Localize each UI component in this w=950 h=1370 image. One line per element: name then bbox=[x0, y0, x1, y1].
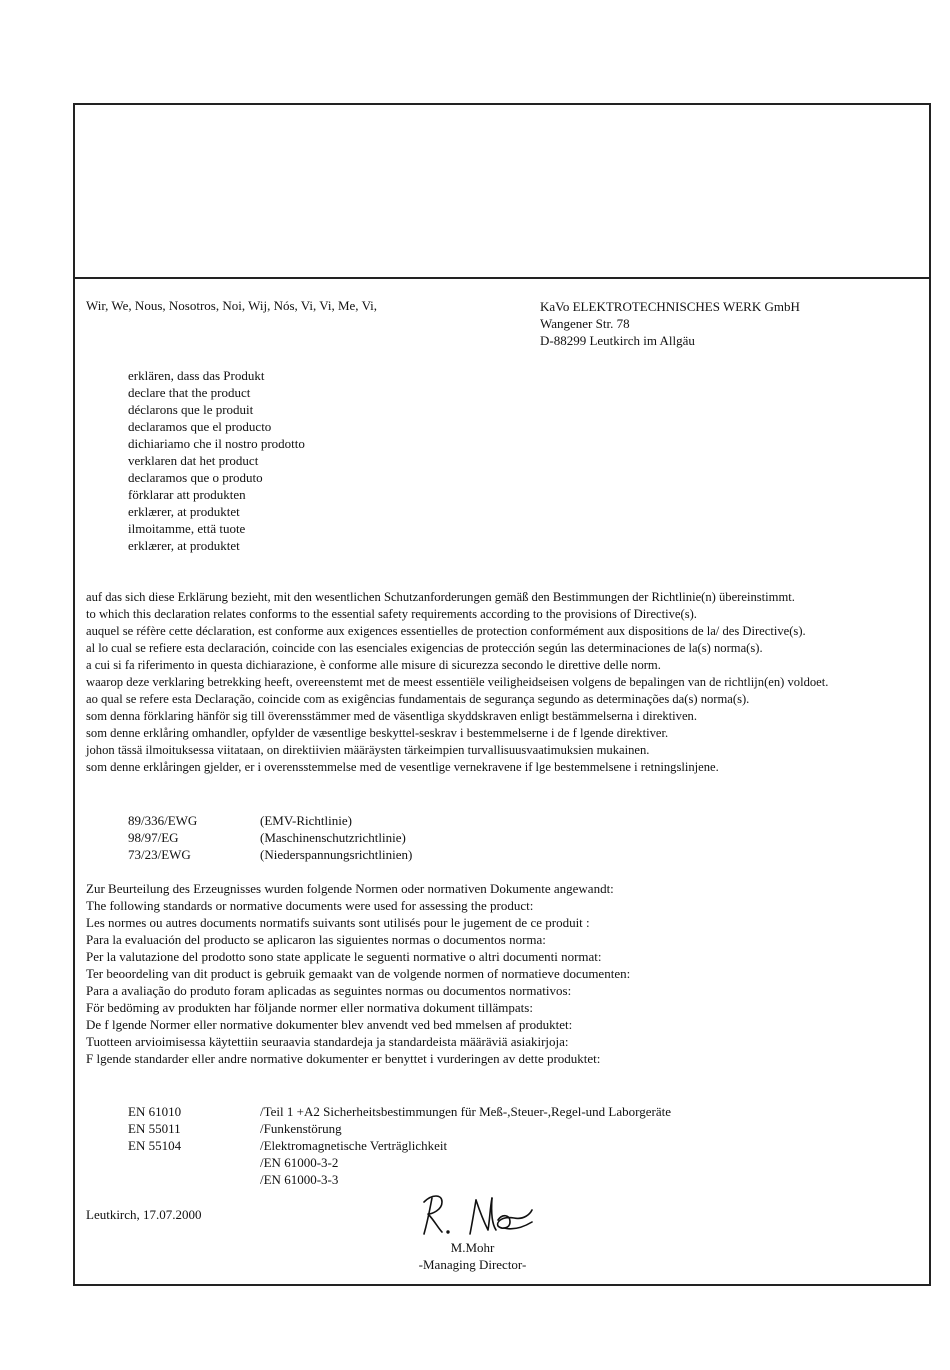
standards-intro bbox=[86, 880, 630, 1067]
standard-code bbox=[128, 1171, 181, 1188]
company-city: D-88299 Leutkirch im Allgäu bbox=[540, 333, 695, 348]
declare-product-list bbox=[128, 367, 305, 554]
standards-list bbox=[128, 1103, 748, 1189]
place-date: Leutkirch, 17.07.2000 bbox=[86, 1207, 202, 1222]
conformity-statements bbox=[86, 589, 828, 776]
declare-product-line: declaramos que o produto bbox=[128, 470, 263, 485]
declare-product-line: verklaren dat het product bbox=[128, 453, 259, 468]
standards-intro-line: De f lgende Normer eller normative dokumenter blev anvendt ved bed mmelsen af produktet: bbox=[86, 1017, 573, 1032]
conformity-line: to which this declaration relates conforms to the essential safety requirements according to the provisions of Directive(s). bbox=[86, 607, 697, 621]
declare-product-line: förklarar att produkten bbox=[128, 487, 246, 502]
directive-name: (Maschinenschutzrichtlinie) bbox=[260, 830, 406, 845]
declare-product-line: dichiariamo che il nostro prodotto bbox=[128, 436, 305, 451]
declare-product-line: declare that the product bbox=[128, 385, 251, 400]
conformity-line: som denne erklåringen gjelder, er i overensstemmelse med de vesentlige vernekravene if lge bestemmelsene i retningslinjene. bbox=[86, 760, 719, 774]
directive-name: (EMV-Richtlinie) bbox=[260, 813, 352, 828]
standards-intro-line: För bedöming av produkten har följande normer eller normativa dokument tillämpats: bbox=[86, 1000, 533, 1015]
standard-desc: /Funkenstörung bbox=[260, 1121, 342, 1136]
declare-product-line: declaramos que el producto bbox=[128, 419, 272, 434]
standards-intro-line: Ter beoordeling van dit product is gebruik gemaakt van de volgende normen of normatieve documenten: bbox=[86, 966, 631, 981]
declare-product-line: déclarons que le produit bbox=[128, 402, 254, 417]
directives-list bbox=[128, 812, 528, 866]
standards-intro-line: F lgende standarder eller andre normative dokumenter er benyttet i vurderingen av dette produktet: bbox=[86, 1051, 601, 1066]
declare-product-line: erklären, dass das Produkt bbox=[128, 368, 265, 383]
directive-code: 73/23/EWG bbox=[128, 847, 191, 862]
standard-desc: /EN 61000-3-3 bbox=[260, 1172, 339, 1187]
declarants-line: Wir, We, Nous, Nosotros, Noi, Wij, Nós, Vi, Vi, Me, Vi, bbox=[86, 298, 378, 313]
conformity-line: auf das sich diese Erklärung bezieht, mit den wesentlichen Schutzanforderungen gemäß den Bestimmungen der Richtlinie(n) übereinstimmt. bbox=[86, 590, 795, 604]
conformity-line: johon tässä ilmoituksessa viitataan, on direktiivien määräysten tärkeimpien turvallisuusvaatimuksien mukainen. bbox=[86, 743, 650, 757]
standards-intro-line: Para la evaluación del producto se aplicaron las siguientes normas o documentos norma: bbox=[86, 932, 546, 947]
conformity-line: auquel se réfère cette déclaration, est conforme aux exigences essentielles de protection conformément aux dispositions de la/ des Directive(s). bbox=[86, 624, 806, 638]
declare-product-line: erklærer, at produktet bbox=[128, 504, 240, 519]
header-divider bbox=[75, 277, 929, 279]
conformity-line: ao qual se refere esta Declaração, coincide com as exigências fundamentais de segurança segundo as determinações da(s) norma(s). bbox=[86, 692, 750, 706]
standards-intro-line: Para a avaliação do produto foram aplicadas as seguintes normas ou documentos normativos: bbox=[86, 983, 572, 998]
standards-intro-line: Les normes ou autres documents normatifs suivants sont utilisés pour le jugement de ce produit : bbox=[86, 915, 590, 930]
standards-intro-line: Zur Beurteilung des Erzeugnisses wurden folgende Normen oder normativen Dokumente angewandt: bbox=[86, 881, 614, 896]
company-address bbox=[540, 298, 800, 349]
conformity-line: som denne erklåring omhandler, opfylder de væsentlige beskyttel-seskrav i bestemmelserne i de f lgende direktiver. bbox=[86, 726, 669, 740]
directive-name: (Niederspannungsrichtlinien) bbox=[260, 847, 413, 862]
standard-code: EN 61010 bbox=[128, 1104, 182, 1119]
conformity-line: a cui si fa riferimento in questa dichiarazione, è conforme alle misure di sicurezza secondo le direttive delle norm. bbox=[86, 658, 661, 672]
standard-code: EN 55011 bbox=[128, 1121, 181, 1136]
standards-intro-line: Tuotteen arvioimisessa käytettiin seuraavia standardeja ja standardeista määräviä asiakirjoja: bbox=[86, 1034, 569, 1049]
signature bbox=[418, 1190, 538, 1238]
directive-code: 98/97/EG bbox=[128, 830, 179, 845]
company-name: KaVo ELEKTROTECHNISCHES WERK GmbH bbox=[540, 299, 800, 314]
company-street: Wangener Str. 78 bbox=[540, 316, 630, 331]
standard-desc: /EN 61000-3-2 bbox=[260, 1155, 339, 1170]
declare-product-line: erklærer, at produktet bbox=[128, 538, 240, 553]
standard-desc: /Elektromagnetische Verträglichkeit bbox=[260, 1138, 448, 1153]
standard-desc: /Teil 1 +A2 Sicherheitsbestimmungen für Meß-,Steuer-,Regel-und Laborgeräte bbox=[260, 1104, 671, 1119]
signatory-title: -Managing Director- bbox=[418, 1257, 527, 1272]
declare-product-line: ilmoitamme, että tuote bbox=[128, 521, 246, 536]
directive-code: 89/336/EWG bbox=[128, 813, 198, 828]
standard-code: EN 55104 bbox=[128, 1138, 182, 1153]
standards-intro-line: Per la valutazione del prodotto sono state applicate le seguenti normative o altri documenti normat: bbox=[86, 949, 602, 964]
standard-code bbox=[128, 1154, 181, 1171]
conformity-line: waarop deze verklaring betrekking heeft, overeenstemt met de meest essentiële veiligheidseisen volgens de bepalingen van de richtlijn(en) voldoet. bbox=[86, 675, 829, 689]
standards-intro-line: The following standards or normative documents were used for assessing the product: bbox=[86, 898, 534, 913]
conformity-line: al lo cual se refiere esta declaración, coincide con las esenciales exigencias de protección según las determinaciones de la(s) norma(s). bbox=[86, 641, 763, 655]
signatory-name: M.Mohr bbox=[450, 1240, 495, 1255]
conformity-line: som denna förklaring hänför sig till överensstämmer med de väsentliga skyddskraven enligt bestämmelserna i direktiven. bbox=[86, 709, 697, 723]
